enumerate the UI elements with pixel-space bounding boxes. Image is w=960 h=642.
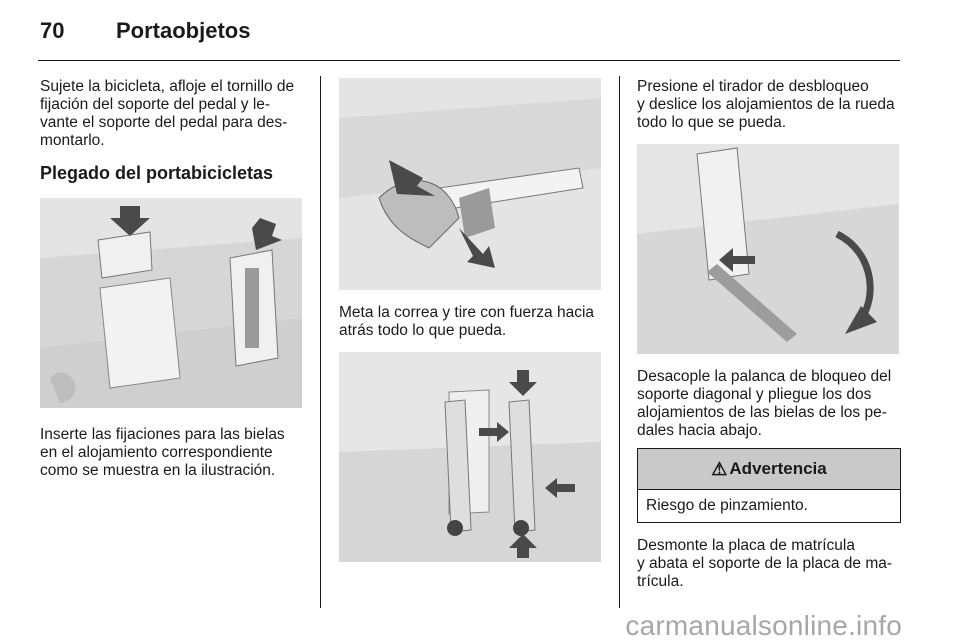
warning-body: Riesgo de pinzamiento.: [646, 497, 808, 514]
column-1: [40, 78, 310, 480]
intro-line-4: montarlo.: [40, 132, 105, 149]
figure-strap: [339, 78, 601, 290]
column-3: [637, 78, 903, 591]
caption-line-3: como se muestra en la ilustración.: [40, 462, 276, 479]
intro-line-3: vante el soporte del pedal para des-: [40, 114, 288, 131]
warning-box: [637, 448, 901, 523]
text-uncouple-line-3: alojamientos de las bielas de los pe-: [637, 404, 887, 421]
text-unlock-line-1: Presione el tirador de desbloqueo: [637, 78, 869, 95]
figure-rail-assembly: [339, 352, 601, 562]
intro-paragraph: [40, 78, 310, 150]
column-divider-2: [619, 76, 620, 608]
text-license-line-2: y abata el soporte de la placa de ma-: [637, 555, 893, 572]
text-unlock-line-2: y deslice los alojamientos de la rueda: [637, 96, 895, 113]
text-license-line-1: Desmonte la placa de matrícula: [637, 537, 855, 554]
caption-strap-line-1: Meta la correa y tire con fuerza hacia: [339, 304, 595, 321]
warning-title: Advertencia: [729, 459, 827, 478]
caption-strap-line-2: atrás todo lo que pueda.: [339, 322, 507, 339]
page-title: Portaobjetos: [116, 18, 251, 43]
caption-insert-fixtures: [40, 426, 310, 480]
warning-triangle-icon: ⚠: [711, 459, 728, 479]
text-unlock-line-3: todo lo que se pueda.: [637, 114, 787, 131]
intro-line-2: fijación del soporte del pedal y le-: [40, 96, 271, 113]
text-unlock: [637, 78, 903, 132]
page-number: 70: [40, 18, 65, 43]
text-uncouple: [637, 368, 903, 440]
caption-line-2: en el alojamiento correspondiente: [40, 444, 273, 461]
intro-line-1: Sujete la bicicleta, afloje el tornillo de: [40, 78, 295, 95]
watermark: carmanualsonline.info: [625, 610, 902, 641]
header-divider: [38, 60, 900, 61]
text-uncouple-line-1: Desacople la palanca de bloqueo del: [637, 368, 892, 385]
column-2: [339, 78, 609, 562]
section-heading: Plegado del portabicicletas: [40, 163, 274, 183]
text-license-line-3: trícula.: [637, 573, 684, 590]
caption-line-1: Inserte las fijaciones para las bielas: [40, 426, 285, 443]
text-uncouple-line-4: dales hacia abajo.: [637, 422, 762, 439]
column-divider-1: [320, 76, 321, 608]
text-license-plate: [637, 537, 903, 591]
text-uncouple-line-2: soporte diagonal y pliegue los dos: [637, 386, 872, 403]
warning-header: [638, 449, 900, 490]
figure-lever: [637, 144, 899, 354]
caption-strap: [339, 304, 609, 340]
figure-insert-fixtures: [40, 198, 302, 408]
